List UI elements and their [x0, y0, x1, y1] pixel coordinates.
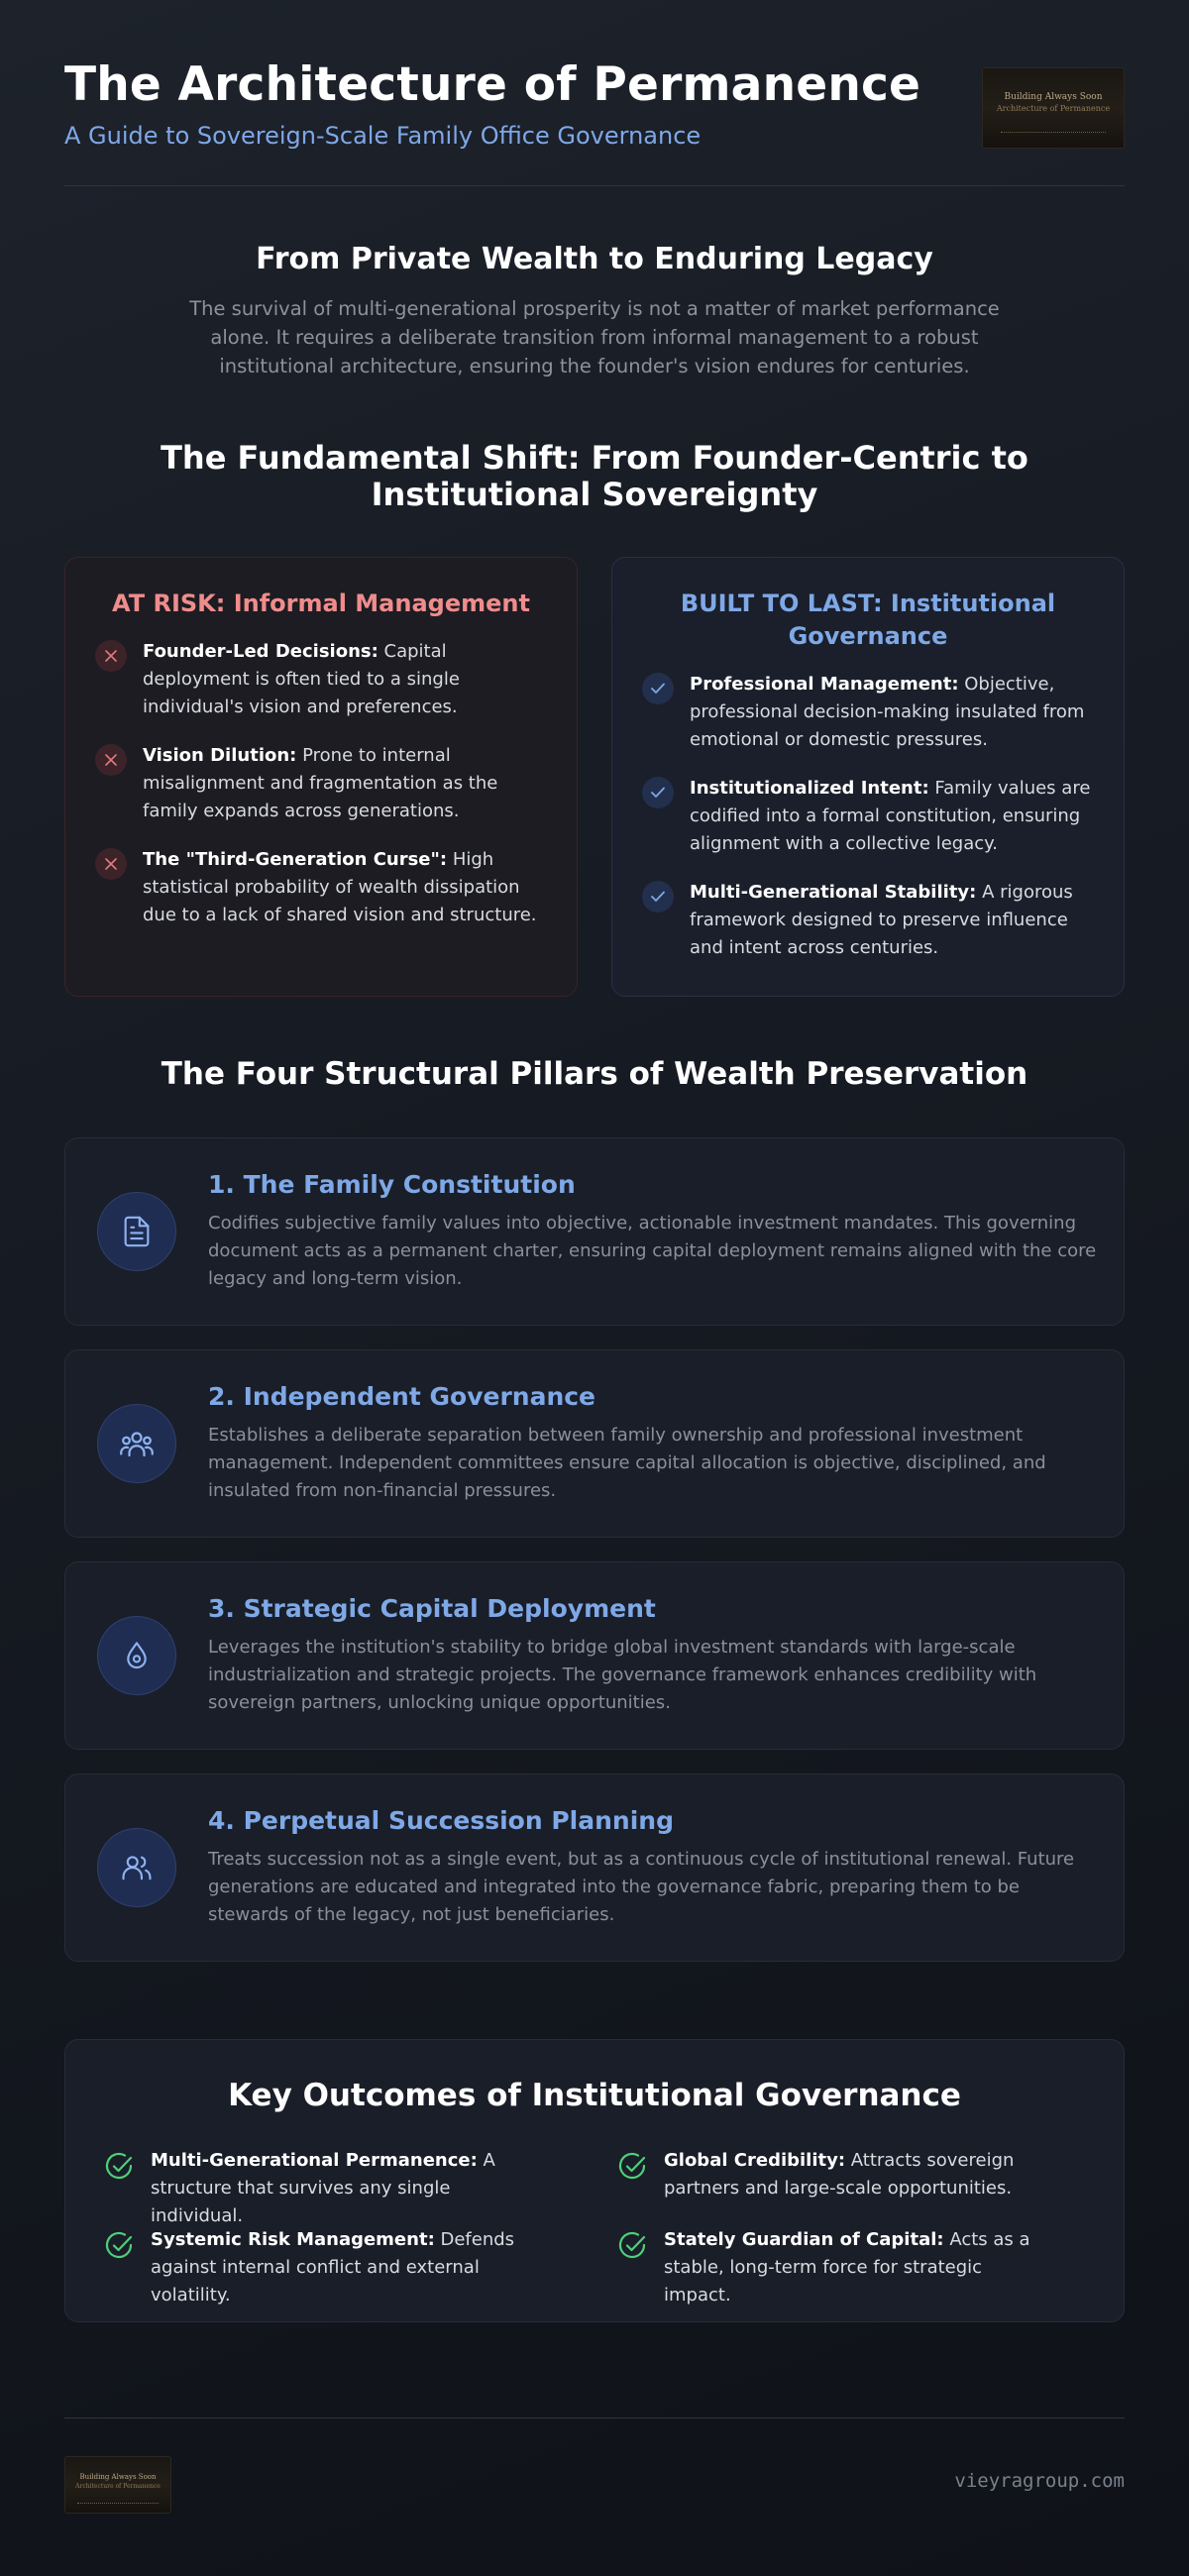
thumbnail-rule [1001, 132, 1106, 134]
outcome-text [664, 2147, 1052, 2202]
outcome-item [616, 2226, 1052, 2309]
institutional-item [642, 671, 1094, 754]
risk-item-text [143, 846, 547, 929]
outcomes-card [64, 2039, 1125, 2322]
outcomes-heading: Key Outcomes of Institutional Governance [228, 2078, 961, 2113]
check-circle-icon [103, 2230, 135, 2266]
outcome-text [151, 2147, 539, 2230]
page-title: The Architecture of Permanence [64, 57, 921, 112]
institutional-item-desc: Objective, professional decision-making insulated from emotional or domestic pressures. [690, 674, 1085, 750]
outcome-term: Global Credibility: [664, 2150, 846, 2171]
outcome-desc: Acts as a stable, long-term force for strategic impact. [664, 2229, 1030, 2306]
risk-card [64, 557, 578, 997]
pillar-card-capital [64, 1561, 1125, 1750]
page-subtitle: A Guide to Sovereign-Scale Family Office Governance [64, 122, 702, 150]
outcome-item [616, 2147, 1052, 2202]
shift-section [64, 440, 1125, 513]
pillar-body: Leverages the institution's stability to bridge global investment standards with large-scale industrialization and strategic projects. The governance framework enhances credibility with sovereign partners, unlocking unique opportunities. [208, 1637, 1037, 1713]
risk-item [95, 742, 547, 825]
institutional-item-term: Multi-Generational Stability: [690, 882, 977, 903]
pillar-body: Treats succession not as a single event, but as a continuous cycle of institutional renewal. Future generations are educated and integrated into the governance fabric, preparing them to be stewards of the legacy, not just beneficiaries. [208, 1849, 1075, 1925]
pillar-card-constitution [64, 1137, 1125, 1326]
risk-item-desc: Prone to internal misalignment and fragmentation as the family expands across generations. [143, 745, 498, 821]
risk-item-desc: High statistical probability of wealth dissipation due to a lack of shared vision and structure. [143, 849, 537, 925]
intro-heading: From Private Wealth to Enduring Legacy [256, 242, 933, 276]
pillars-section-title [64, 1056, 1125, 1092]
institutional-list [642, 671, 1094, 962]
users-group-icon [97, 1404, 176, 1483]
check-circle-icon [616, 2230, 648, 2266]
risk-item-term: Founder-Led Decisions: [143, 641, 378, 662]
institutional-item-desc: Family values are codified into a formal constitution, ensuring alignment with a collective legacy. [690, 778, 1091, 854]
risk-item [95, 638, 547, 721]
thumbnail-line-1: Building Always Soon [79, 2473, 157, 2481]
institutional-item-term: Professional Management: [690, 674, 959, 695]
institutional-card [611, 557, 1125, 997]
pillar-title: 1. The Family Constitution [208, 1170, 576, 1199]
intro-body: The survival of multi-generational prosperity is not a matter of market performance alone. It requires a deliberate transition from informal management to a robust institutional architecture, ensuring the founder's vision endures for centuries. [189, 297, 1000, 377]
users-icon [97, 1828, 176, 1907]
risk-list [95, 638, 547, 929]
outcome-text [151, 2226, 539, 2309]
document-icon [97, 1192, 176, 1271]
outcome-term: Stately Guardian of Capital: [664, 2229, 944, 2250]
thumbnail-line-2: Architecture of Permanence [996, 104, 1111, 113]
check-icon [642, 881, 674, 912]
risk-item-term: The "Third-Generation Curse": [143, 849, 448, 870]
thumbnail-rule [77, 2503, 159, 2505]
institutional-item-text [690, 671, 1094, 754]
risk-item-term: Vision Dilution: [143, 745, 297, 766]
risk-item [95, 846, 547, 929]
institutional-item [642, 775, 1094, 858]
pillar-title: 4. Perpetual Succession Planning [208, 1806, 674, 1835]
header-thumbnail [982, 67, 1125, 149]
footer [64, 2417, 1125, 2536]
outcome-desc: Attracts sovereign partners and large-scale opportunities. [664, 2150, 1015, 2199]
intro-section [64, 242, 1125, 380]
risk-item-text [143, 742, 547, 825]
outcome-item [103, 2226, 539, 2309]
outcome-term: Systemic Risk Management: [151, 2229, 435, 2250]
institutional-item-term: Institutionalized Intent: [690, 778, 929, 799]
outcome-desc: A structure that survives any single individual. [151, 2150, 495, 2226]
pillar-title: 3. Strategic Capital Deployment [208, 1594, 656, 1623]
check-icon [642, 673, 674, 704]
thumbnail-line-2: Architecture of Permanence [75, 2483, 161, 2490]
pillar-card-governance [64, 1349, 1125, 1538]
header [64, 57, 1125, 186]
outcome-text [664, 2226, 1052, 2309]
check-circle-icon [103, 2151, 135, 2187]
institutional-card-title: BUILT TO LAST: Institutional Governance [680, 590, 1056, 650]
pillar-body: Establishes a deliberate separation between family ownership and professional investment management. Independent committees ensure capital allocation is objective, disciplined, and insulated from non-financial pressures. [208, 1425, 1046, 1501]
pillar-body: Codifies subjective family values into objective, actionable investment mandates. This governing document acts as a permanent charter, ensuring capital deployment remains aligned with the core legacy and long-term vision. [208, 1213, 1097, 1289]
institutional-item-text [690, 879, 1094, 962]
institutional-item-desc: A rigorous framework designed to preserve influence and intent across centuries. [690, 882, 1073, 958]
x-icon [95, 848, 127, 880]
institutional-item [642, 879, 1094, 962]
risk-card-title: AT RISK: Informal Management [112, 590, 530, 617]
x-icon [95, 744, 127, 776]
shift-heading: The Fundamental Shift: From Founder-Centric to Institutional Sovereignty [161, 439, 1028, 513]
outcome-term: Multi-Generational Permanence: [151, 2150, 478, 2171]
outcome-item [103, 2147, 539, 2230]
pillar-title: 2. Independent Governance [208, 1382, 596, 1411]
footer-site-link[interactable]: vieyragroup.com [954, 2470, 1125, 2492]
thumbnail-line-1: Building Always Soon [1004, 92, 1103, 102]
x-icon [95, 640, 127, 672]
check-circle-icon [616, 2151, 648, 2187]
institutional-item-text [690, 775, 1094, 858]
outcome-desc: Defends against internal conflict and external volatility. [151, 2229, 515, 2306]
check-icon [642, 777, 674, 808]
footer-thumbnail [64, 2456, 171, 2514]
risk-item-desc: Capital deployment is often tied to a single individual's vision and preferences. [143, 641, 460, 717]
drop-icon [97, 1616, 176, 1695]
pillar-card-succession [64, 1773, 1125, 1962]
risk-item-text [143, 638, 547, 721]
pillars-heading: The Four Structural Pillars of Wealth Preservation [161, 1056, 1028, 1092]
